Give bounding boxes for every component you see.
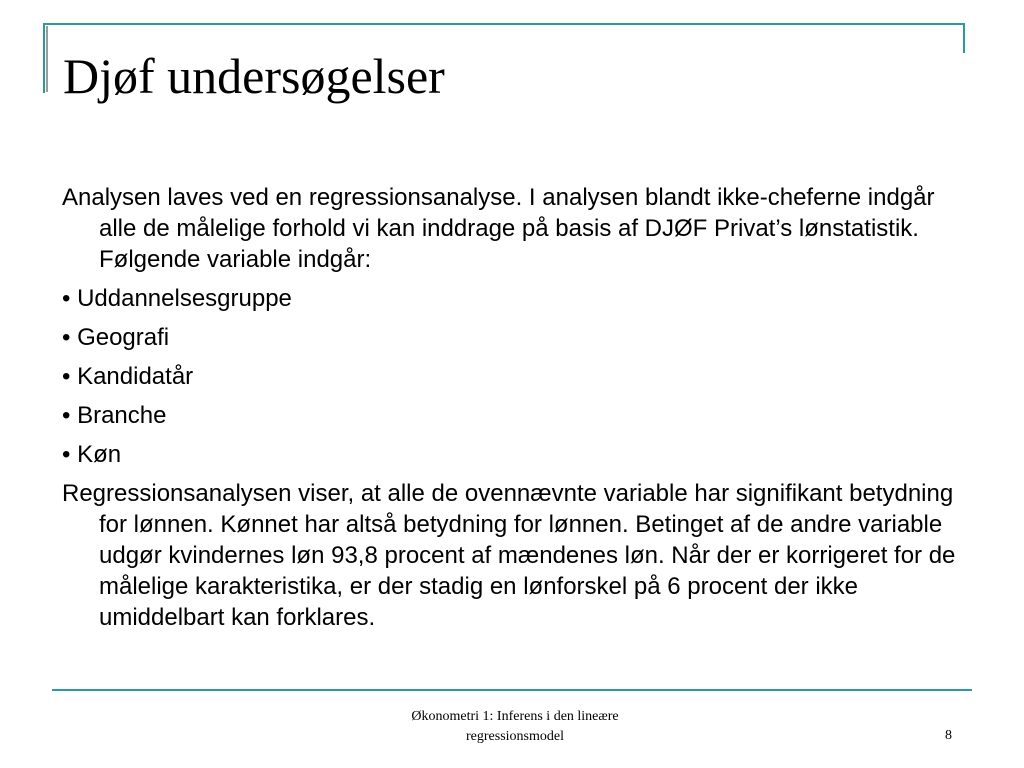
intro-paragraph: Analysen laves ved en regressionsanalyse. I analysen blandt ikke-cheferne indgår alle de målelige forhold vi kan inddrage på basis af DJØF Privat’s lønstatistik. Følgende variable indgår: [62,184,935,273]
conclusion-paragraph: Regressionsanalysen viser, at alle de ovennævnte variable har signifikant betydning for lønnen. Kønnet har altså betydning for lønnen. Betinget af de andre variable udgør kvindernes løn 93,8 procent af mændenes løn. Når der er korrigeret for de målelige karakteristika, er der stadig en lønforskel på 6 procent der ikke umiddelbart kan forklares. [62,480,956,631]
top-rule [43,23,965,25]
page-number: 8 [945,728,952,743]
left-corner-shadow [46,26,48,92]
bullet-item: • Kandidatår [62,363,194,390]
slide-title: Djøf undersøgelser [63,48,445,104]
left-corner-rule [43,23,45,93]
bottom-rule [52,689,972,691]
footer-line-1: Økonometri 1: Inferens i den lineære [411,709,619,724]
bullet-item: • Køn [62,441,122,468]
slide-body [62,182,962,641]
bullet-item: • Geografi [62,324,170,351]
bullet-item: • Branche [62,402,167,429]
footer-line-2: regressionsmodel [466,729,564,744]
footer [340,707,690,747]
right-corner-rule [963,23,965,53]
bullet-item: • Uddannelsesgruppe [62,285,292,312]
